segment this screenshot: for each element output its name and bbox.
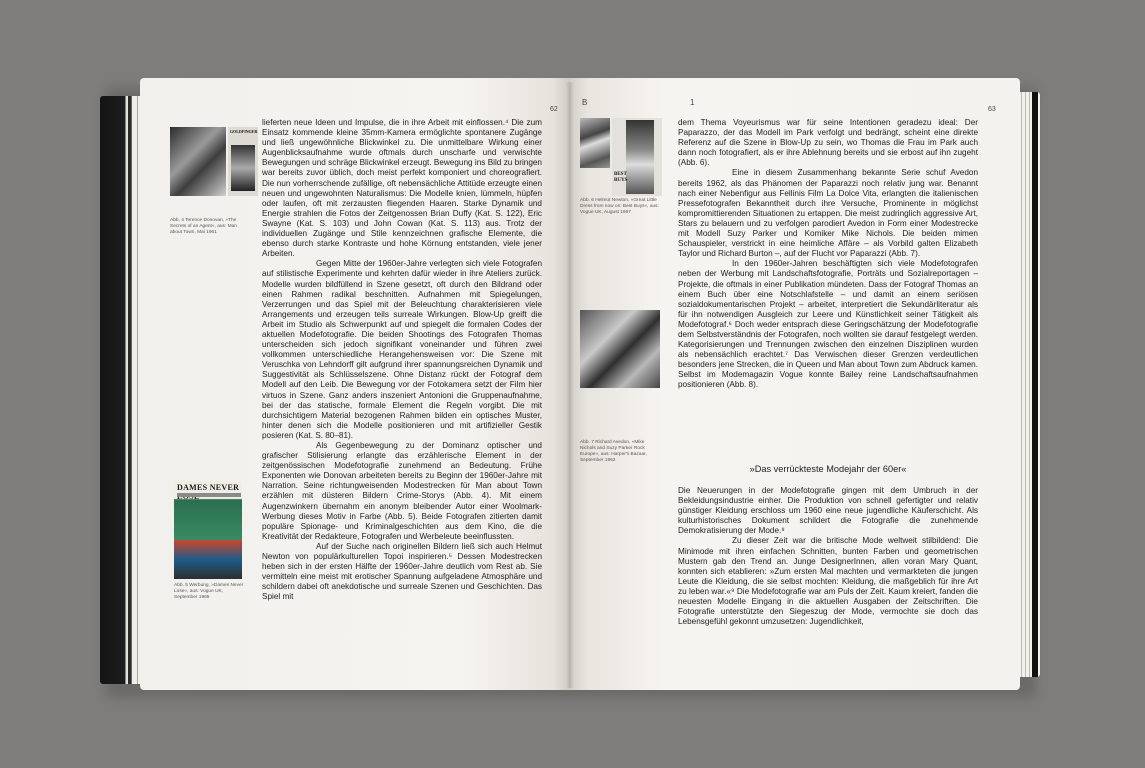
section-number: 1 [690, 98, 695, 107]
book-gutter [566, 82, 574, 688]
section-letter: B [582, 98, 588, 107]
figure-4-image-b [228, 127, 258, 196]
figure-4-image [170, 127, 226, 196]
figure-6-image-a [580, 118, 610, 168]
right-paragraph: Zu dieser Zeit war die britische Mode weltweit stilbildend: Die Minimode mit ihren einfachen Schnitten, bunten Farben und geometrischen Mustern gab den Trend an. Junge DesignerInnen, allen voran Mary Quant, konnten sich etablieren: »Zum ersten Mal machten und vermarkteten die jungen Leute die Kleidung, die sie selbst mochten: Kleidung, die maßgeblich für ihre Art zu leben war.«⁹ Die Modefotografie war am Puls der Zeit. Kaum kreiert, fanden die neuesten Modelle Eingang in die aktuellen Ausgaben der Zeitschriften. Die Fotografie unterstützte den Siegeszug der Mode, vermochte sie doch das Lebensgefühl gekonnt umzusetzen: Jugendlichkeit, [678, 536, 978, 627]
page-number-left: 62 [550, 106, 558, 113]
book-spine-left [100, 96, 142, 684]
right-paragraph: In den 1960er-Jahren beschäftigten sich viele Modefotografen neben der Werbung mit Landschaftsfotografie, Porträts und Sozialreportagen – Projekte, die oftmals in einer Publikation mündeten. Dass der Fotograf Thomas an einem Buch über eine Notschlafstelle – und damit an einem seriösen sozialdokumentarischen Projekt – arbeitet, interpretiert die Sekundärliteratur als für ihn notwendigen Ausgleich zur Leere und Künstlichkeit seiner Tätigkeit als Modefotograf.⁶ Doch weder entsprach diese Geringschätzung der Modefotografie dem Selbstverständnis der Fotografen, noch wollten sie darauf festgelegt werden. Kategorisierungen und Trennungen zwischen den einzelnen Disziplinen wurden als nebensächlich erachtet.⁷ Das Verwischen dieser Grenzen verdeutlichen besonders jene Strecken, die in Queen und Man about Town zum Abdruck kamen. Selbst im Modemagazin Vogue konnte Bailey reine Landschaftsaufnahmen positionieren (Abb. 8). [678, 259, 978, 390]
left-paragraph: Als Gegenbewegung zu der Dominanz optischer und grafischer Stilisierung erlangte das erzählerische Element in der zeitgenössischen Modefotografie zunehmend an Bedeutung. Frühe Exponenten wie Donovan arbeiteten bereits zu Beginn der 1960er-Jahre mit Narration. Seine richtungweisenden Modestrecken für Man about Town erzählen mit düsteren Bildern Crime-Storys (Abb. 4). Mit einem Augenzwinkern übernahm ein anonym bleibender Autor einer Woolmark-Werbung dieses Motiv in Farbe (Abb. 5). Beide Fotografen zitierten damit populäre Spionage- und Kriminalgeschichten aus dem Kino, die die Kreativität der Redakteure, Fotografen und Werbeleute beeinflussten. [262, 441, 542, 541]
left-page [140, 78, 570, 690]
left-paragraph: lieferten neue Ideen und Impulse, die in ihre Arbeit mit einflossen.⁴ Die zum Einsatz kommende kleine 35mm-Kamera ermöglichte spontanere Zugänge und ließ ungewöhnliche Blickwinkel zu. Die unmittelbare Wirkung einer Augenblicksaufnahme wurde oftmals durch unscharfe und verwischte Bewegungen und schräge Blickwinkel erzeugt. Bewegung ins Bild zu bringen war bereits zuvor üblich, doch meist perfekt komponiert und choreografiert. Die nun vorherrschende zufällige, oft nebensächliche Attitüde erzeugte einen neuen und ungewohnten Naturalismus: Die Modelle knien, lümmeln, hüpfen oder laufen, oft mit zerzausten fliegenden Haaren. Starke Dynamik und Energie strahlen die Fotos der Zeitgenossen Brian Duffy (Kat. S. 122), Eric Swayne (Kat. S. 103) und John Cowan (Kat. S. 113) aus. Trotz der individuellen Zugänge und Stile kennzeichnen grafische Elemente, die ebenso durch starke Kontraste und hohe Körnung entstanden, viele jener Arbeiten. [262, 118, 542, 259]
right-body-text-bottom [678, 486, 978, 627]
figure-5-thumb-text: DAMES NEVER [177, 483, 240, 492]
page-number-right: 63 [988, 106, 996, 113]
figure-4-thumb-text: GOLDFINGER [230, 129, 258, 134]
left-paragraph: Auf der Suche nach originellen Bildern ließ sich auch Helmut Newton von populärkulturellen Topoi inspirieren.⁵ Dessen Modestrecken heben sich in der ersten Hälfte der 1960er-Jahre deutlich vom Rest ab. Sie vermitteln eine meist mit erotischer Spannung aufgeladene Atmosphäre und schildern dabei oft anekdotische und surreale Szenen und Geschichten. Das Spiel mit [262, 541, 542, 602]
left-body-text [262, 118, 542, 603]
right-paragraph: dem Thema Voyeurismus war für seine Intentionen geradezu ideal: Der Paparazzo, der das Modell im Park verfolgt und bedrängt, scheint eine direkte Referenz auf die Szene in Blow-Up zu sein, wo Thomas die Frau im Park auch dann noch fotografiert, als er ihre Ablehnung bereits und sie erbost auf ihn zugeht (Abb. 6). [678, 118, 978, 168]
left-paragraph: Gegen Mitte der 1960er-Jahre verlegten sich viele Fotografen auf stilistische Experimente und kehrten dafür wieder in ihre Ateliers zurück. Modelle wurden bildfüllend in Szene gesetzt, oft durch den Bildrand oder einen Rahmen radikal beschnitten. Aufnahmen mit Spiegelungen, Verzerrungen und das Spiel mit der Beleuchtung charakterisieren viele Arrangements und erzeugen teils surreale Wirkungen. Blow-Up greift die Arbeit im Studio als Schwerpunkt auf und spiegelt die formalen Codes der aktuellen Modefotografie. Die beiden Shootings des Fotografen Thomas unterscheiden sich jedoch signifikant voneinander und führen zwei vollkommen unterschiedliche Herangehensweisen vor: Die Szene mit Veruschka von Lehndorff gilt aufgrund ihrer spannungsreichen Dynamik und Suggestivität als Schlüsselszene. Ohne Distanz rückt der Fotograf dem Modell auf den Leib. Die Bewegung vor der Fotokamera setzt der Film hier virtuos in Szene. Ganz anders inszeniert Antonioni die Gruppenaufnahme, bei der das statische, formale Element die Regeln vorgibt. Die mit durchsichtigem Material bezogenen Rahmen bilden ein optisches Muster, hinter denen sich die Modelle positionieren und mit artifizieller Gestik posieren (Kat. S. 80–81). [262, 259, 542, 440]
figure-6-image-b [612, 118, 662, 196]
figure-6-caption: Abb. 6 Helmut Newton, »Great Little Dress from now on: Best Buys«, aus: Vogue UK, August 1967 [580, 198, 659, 215]
open-book [100, 78, 1040, 688]
figure-7-image [580, 310, 660, 388]
figure-6-thumb-text: BEST BUYS [614, 172, 628, 183]
section-subheading: »Das verrückteste Modejahr der 60er« [749, 464, 907, 474]
figure-5-caption: Abb. 5 Werbung, »Dames Never Lose«, aus: Vogue UK, September 1965 [174, 583, 244, 600]
right-page [570, 78, 1020, 690]
figure-5-image [174, 481, 242, 579]
figure-7-caption: Abb. 7 Richard Avedon, »Mike Nichols and Suzy Parker Rock Europe«, aus: Harper's Bazaar, September 1962 [580, 440, 647, 463]
right-paragraph: Die Neuerungen in der Modefotografie gingen mit dem Umbruch in der Bekleidungsindustrie einher. Die Produktion von schnell gefertigter und relativ günstiger Kleidung erschloss um 1960 eine neue jugendliche Käuferschicht. Als kulturhistorisches Dokument schildert die Fotografie die zunehmende Demokratisierung der Mode.⁸ [678, 486, 978, 536]
right-body-text-top [678, 118, 978, 391]
figure-4-caption: Abb. 4 Terence Donovan, »The Secrets of an Agent«, aus: Man about Town, Mai 1961 [170, 218, 237, 235]
right-paragraph: Eine in diesem Zusammenhang bekannte Serie schuf Avedon bereits 1962, als das Phänomen der Paparazzi noch relativ jung war. Benannt nach einer Nebenfigur aus Fellinis Film La Dolce Vita, erlangten die italienischen Pressefotografen Bekanntheit durch ihre Versuche, Prominente in möglichst kompromittierenden Situationen zu ertappen. Die meist zudringlich aggressive Art, Stars zu belauern und zu verfolgen parodiert Avedon in Form einer Modestrecke mit Modell Suzy Parker und Komiker Mike Nichols. Die beiden mimen Schauspieler, verstrickt in eine heimliche Affäre – als Vorbild galten Elizabeth Taylor und Richard Burton –, auf der Flucht vor Paparazzi (Abb. 7). [678, 168, 978, 259]
